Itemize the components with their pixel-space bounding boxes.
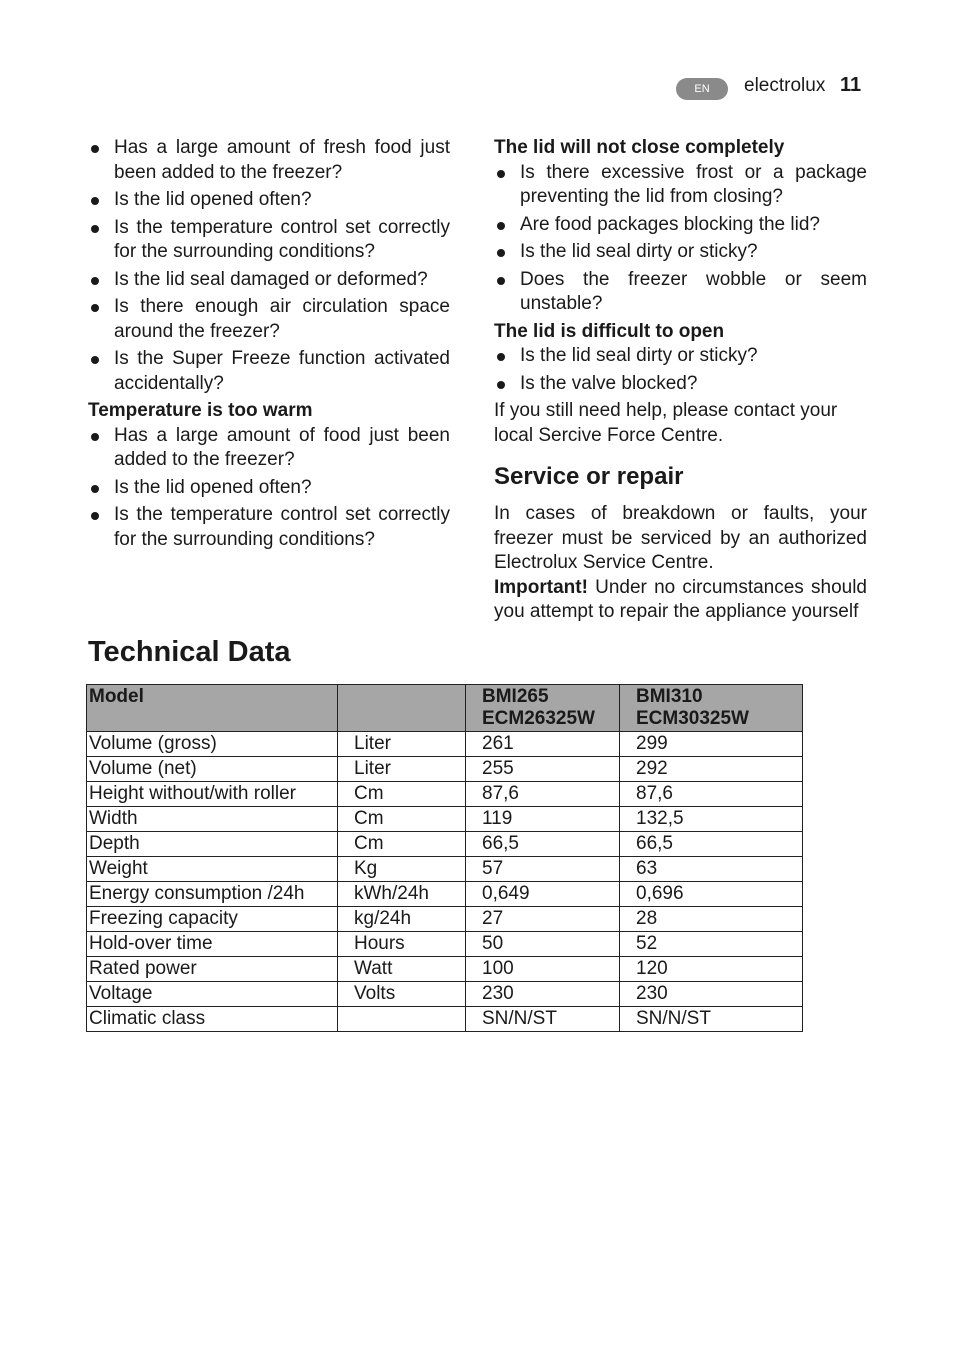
subheading: The lid is difficult to open	[494, 320, 725, 342]
cell-unit	[338, 1007, 466, 1032]
cell-unit: Cm	[338, 807, 466, 832]
list-item: Is the lid opened often?	[88, 476, 450, 501]
table-row	[87, 832, 803, 857]
list-item: Is there enough air circulation space around the freezer?	[88, 295, 450, 344]
cell-unit: Volts	[338, 982, 466, 1007]
header-cell: BMI265 ECM26325W	[466, 685, 620, 732]
cell-unit: Watt	[338, 957, 466, 982]
left-column	[88, 136, 450, 555]
cell-label: Hold-over time	[87, 932, 338, 957]
service-text: In cases of breakdown or faults, your freezer must be serviced by an authorized Electrolux Service Centre.	[494, 503, 867, 573]
cell-unit: Cm	[338, 832, 466, 857]
important-text: Under no circumstances should you attempt to repair the appliance yourself	[494, 576, 867, 622]
header-cell: BMI310 ECM30325W	[620, 685, 803, 732]
table-row	[87, 757, 803, 782]
cell-label: Voltage	[87, 982, 338, 1007]
cell-value: SN/N/ST	[620, 1007, 803, 1032]
page-title: Technical Data	[88, 636, 291, 668]
cell-label: Weight	[87, 857, 338, 882]
list-item: Are food packages blocking the lid?	[494, 213, 867, 238]
cell-label: Climatic class	[87, 1007, 338, 1032]
cell-value: 57	[466, 857, 620, 882]
subheading: The lid will not close completely	[494, 137, 785, 158]
cell-label: Energy consumption /24h	[87, 882, 338, 907]
cell-label: Depth	[87, 832, 338, 857]
list-item: Is the lid opened often?	[88, 188, 450, 213]
cell-value: 87,6	[620, 782, 803, 807]
cell-unit: kg/24h	[338, 907, 466, 932]
cell-value: 63	[620, 857, 803, 882]
cell-unit: Cm	[338, 782, 466, 807]
cell-unit: Kg	[338, 857, 466, 882]
list-item: Is the temperature control set correctly for the surrounding conditions?	[88, 503, 450, 552]
list-item: Has a large amount of fresh food just been added to the freezer?	[88, 136, 450, 185]
cell-value: 132,5	[620, 807, 803, 832]
list-item: Has a large amount of food just been added to the freezer?	[88, 424, 450, 473]
bullet-list	[88, 424, 450, 553]
cell-value: 0,649	[466, 882, 620, 907]
table-row	[87, 857, 803, 882]
cell-value: 230	[466, 982, 620, 1007]
table-row	[87, 1007, 803, 1032]
cell-value: SN/N/ST	[466, 1007, 620, 1032]
list-item: Is the lid seal damaged or deformed?	[88, 268, 450, 293]
cell-value: 120	[620, 957, 803, 982]
list-item: Is the lid seal dirty or sticky?	[494, 344, 867, 369]
cell-label: Height without/with roller	[87, 782, 338, 807]
cell-value: 100	[466, 957, 620, 982]
cell-label: Volume (net)	[87, 757, 338, 782]
brand-name: electrolux	[744, 75, 826, 96]
table-row	[87, 882, 803, 907]
cell-value: 27	[466, 907, 620, 932]
cell-value: 119	[466, 807, 620, 832]
cell-label: Rated power	[87, 957, 338, 982]
cell-value: 292	[620, 757, 803, 782]
cell-value: 261	[466, 732, 620, 757]
important-note	[494, 576, 867, 625]
cell-unit: Liter	[338, 757, 466, 782]
table-row	[87, 932, 803, 957]
cell-label: Volume (gross)	[87, 732, 338, 757]
section-title: Service or repair	[494, 463, 684, 490]
table-row	[87, 957, 803, 982]
cell-value: 230	[620, 982, 803, 1007]
subheading: Temperature is too warm	[88, 400, 313, 421]
list-item: Is the lid seal dirty or sticky?	[494, 240, 867, 265]
cell-unit: Hours	[338, 932, 466, 957]
cell-label: Width	[87, 807, 338, 832]
technical-data-table	[86, 684, 803, 1032]
cell-value: 66,5	[620, 832, 803, 857]
cell-value: 28	[620, 907, 803, 932]
table-row	[87, 982, 803, 1007]
list-item: Does the freezer wobble or seem unstable?	[494, 268, 867, 317]
bullet-list	[88, 136, 450, 396]
language-badge: EN	[676, 78, 728, 100]
bullet-list	[494, 344, 867, 396]
cell-unit: kWh/24h	[338, 882, 466, 907]
cell-label: Freezing capacity	[87, 907, 338, 932]
cell-value: 0,696	[620, 882, 803, 907]
cell-unit: Liter	[338, 732, 466, 757]
page-header	[676, 74, 876, 102]
table-row	[87, 732, 803, 757]
header-cell: Model	[87, 685, 338, 732]
important-label: Important!	[494, 576, 588, 598]
cell-value: 87,6	[466, 782, 620, 807]
table-header-row	[87, 685, 803, 732]
bullet-list	[494, 161, 867, 317]
table-row	[87, 782, 803, 807]
cell-value: 52	[620, 932, 803, 957]
page-number: 11	[840, 74, 862, 96]
list-item: Is the valve blocked?	[494, 372, 867, 397]
table-row	[87, 807, 803, 832]
list-item: Is the Super Freeze function activated accidentally?	[88, 347, 450, 396]
cell-value: 255	[466, 757, 620, 782]
help-text: If you still need help, please contact your local Sercive Force Centre.	[494, 400, 838, 446]
table-row	[87, 907, 803, 932]
right-column	[494, 136, 867, 625]
cell-value: 66,5	[466, 832, 620, 857]
cell-value: 50	[466, 932, 620, 957]
cell-value: 299	[620, 732, 803, 757]
list-item: Is the temperature control set correctly for the surrounding conditions?	[88, 216, 450, 265]
header-cell	[338, 685, 466, 732]
list-item: Is there excessive frost or a package preventing the lid from closing?	[494, 161, 867, 210]
